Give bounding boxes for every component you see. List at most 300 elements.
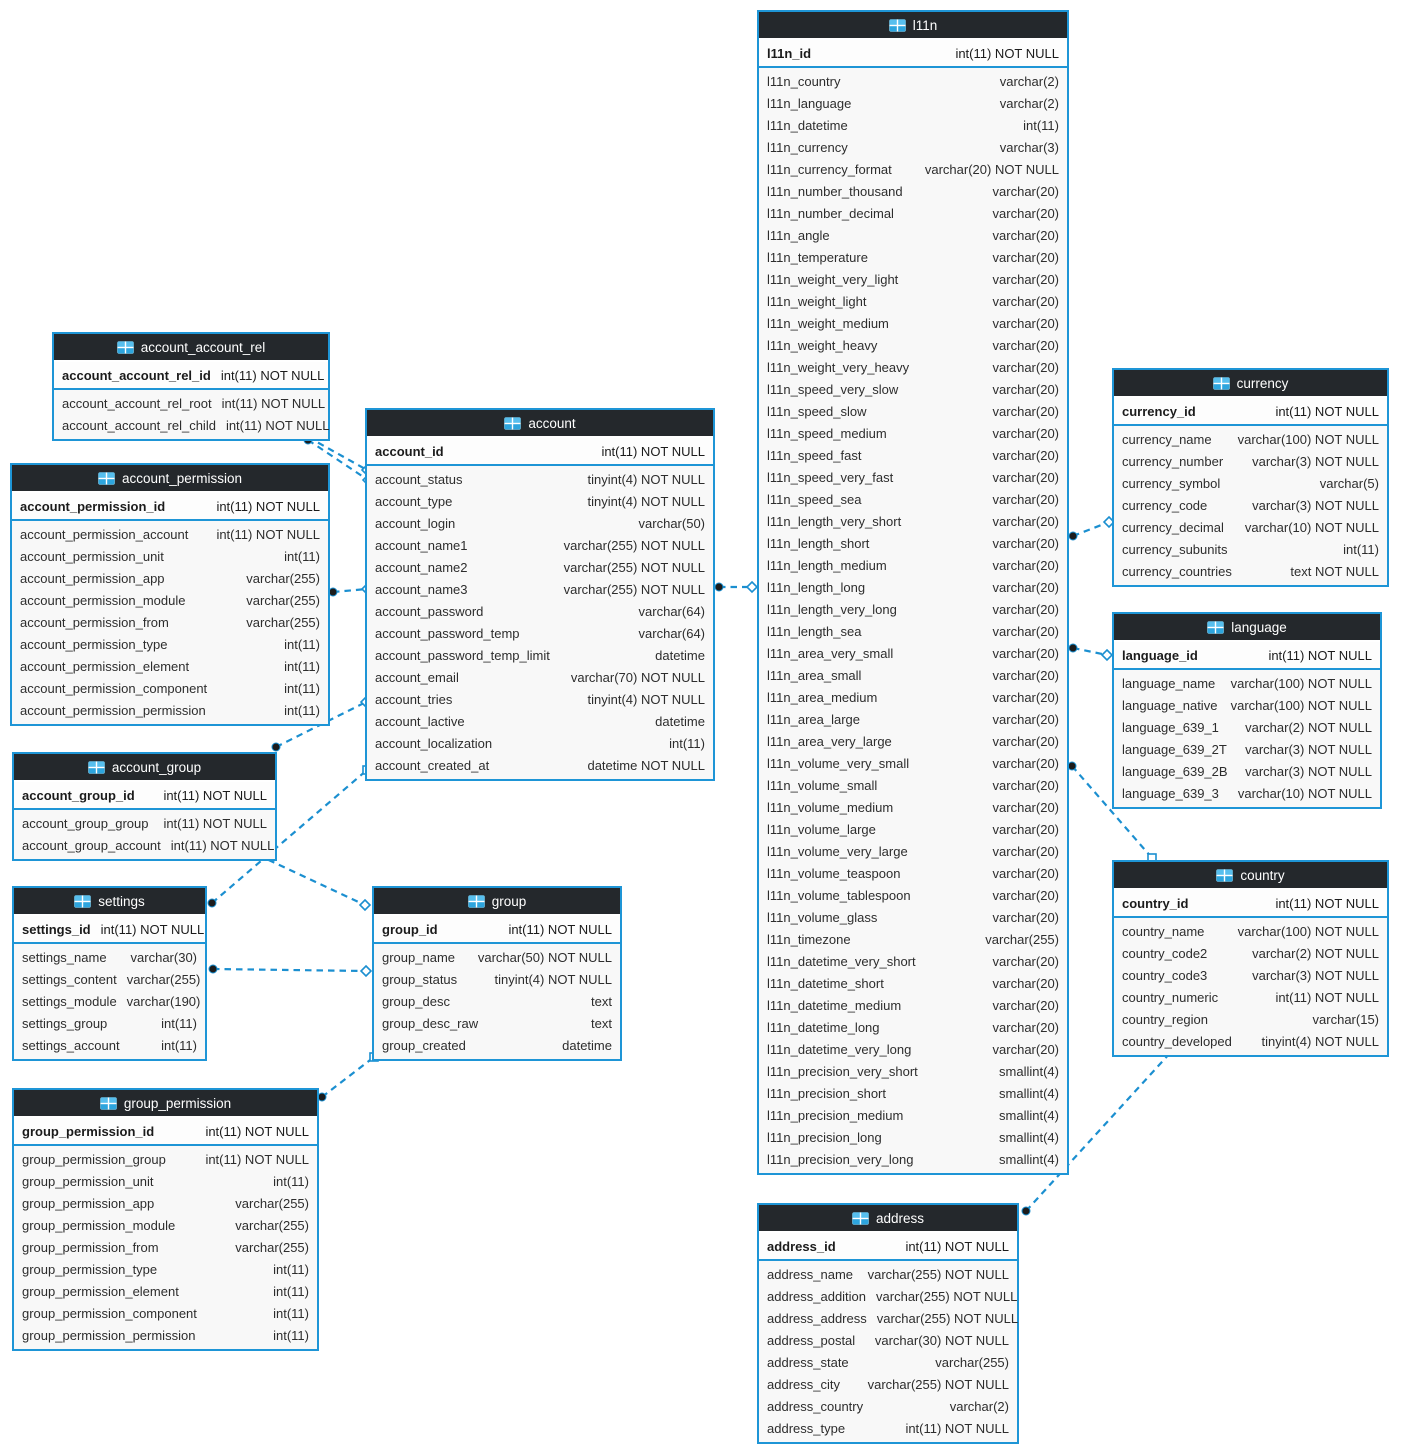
column-row[interactable] [759,686,1067,708]
column-type: varchar(50) NOT NULL [477,949,612,965]
column-row[interactable] [1114,450,1387,472]
column-row[interactable] [1114,738,1380,760]
column-row[interactable] [12,545,328,567]
pk-field-name: country_id [1122,895,1189,911]
column-type: varchar(20) [992,447,1059,463]
column-row[interactable] [12,567,328,589]
column-row[interactable] [759,444,1067,466]
relation-endpoint-dot-icon [1022,1207,1030,1215]
pk-field-name: l11n_id [767,45,812,61]
column-name: group_permission_type [22,1261,158,1277]
column-row[interactable] [14,1170,317,1192]
column-name: l11n_speed_medium [767,425,887,441]
column-row[interactable] [14,1148,317,1170]
column-row[interactable] [1114,716,1380,738]
column-type: varchar(255) [235,1239,309,1255]
column-type: varchar(255) NOT NULL [867,1376,1009,1392]
table-icon [100,1097,117,1110]
pk-field-type: int(11) NOT NULL [1275,403,1379,419]
column-row[interactable] [14,1236,317,1258]
column-type: varchar(190) [126,993,201,1009]
column-name: account_password_temp_limit [375,647,550,663]
column-type: varchar(20) [992,975,1059,991]
column-row[interactable] [759,1038,1067,1060]
primary-key-row[interactable] [14,1116,317,1146]
column-row[interactable] [759,576,1067,598]
column-type: int(11) NOT NULL [225,417,330,433]
column-type: varchar(20) [992,623,1059,639]
column-row[interactable] [12,611,328,633]
pk-field-type: int(11) NOT NULL [100,921,205,937]
column-row[interactable] [759,950,1067,972]
column-type: varchar(20) [992,601,1059,617]
column-row[interactable] [759,1126,1067,1148]
column-type: text [591,1015,612,1031]
column-type: varchar(255) NOT NULL [876,1310,1019,1326]
table-language[interactable] [1112,612,1382,809]
pk-field-type: int(11) NOT NULL [216,498,320,514]
pk-field-name: account_group_id [22,787,135,803]
table-icon [98,472,115,485]
table-title: account_group [111,759,202,775]
column-type: varchar(3) NOT NULL [1245,741,1372,757]
column-row[interactable] [759,158,1067,180]
column-row[interactable] [759,708,1067,730]
table-columns [374,944,620,1059]
column-row[interactable] [759,356,1067,378]
column-row[interactable] [759,972,1067,994]
column-row[interactable] [14,1192,317,1214]
column-row[interactable] [759,532,1067,554]
column-name: l11n_country [767,73,841,89]
table-columns [759,1261,1017,1442]
column-name: l11n_datetime_very_long [767,1041,912,1057]
table-l11n[interactable] [757,10,1069,1175]
column-row[interactable] [759,312,1067,334]
column-row[interactable] [367,666,713,688]
column-name: l11n_precision_short [767,1085,886,1101]
column-type: int(11) NOT NULL [905,1420,1009,1436]
column-row[interactable] [14,812,275,834]
column-row[interactable] [1114,472,1387,494]
column-type: varchar(255) [246,592,320,608]
column-row[interactable] [759,840,1067,862]
relation-endpoint-dot-icon [1068,762,1076,770]
primary-key-row[interactable] [14,914,205,944]
column-row[interactable] [1114,1008,1387,1030]
column-row[interactable] [12,655,328,677]
column-name: l11n_angle [767,227,830,243]
column-row[interactable] [367,578,713,600]
column-type: int(11) NOT NULL [163,815,267,831]
table-header[interactable] [54,334,328,360]
column-type: varchar(3) NOT NULL [1245,763,1372,779]
column-type: varchar(255) [985,931,1059,947]
column-row[interactable] [367,490,713,512]
column-name: group_created [382,1037,466,1053]
table-icon [88,761,105,774]
column-name: account_lactive [375,713,465,729]
column-row[interactable] [759,994,1067,1016]
column-name: l11n_datetime_long [767,1019,880,1035]
column-name: l11n_weight_light [767,293,867,309]
column-row[interactable] [367,732,713,754]
column-row[interactable] [1114,964,1387,986]
column-name: country_numeric [1122,989,1219,1005]
column-row[interactable] [1114,538,1387,560]
column-row[interactable] [1114,494,1387,516]
column-row[interactable] [367,644,713,666]
column-row[interactable] [759,730,1067,752]
column-row[interactable] [759,862,1067,884]
column-name: group_permission_module [22,1217,176,1233]
column-row[interactable] [759,180,1067,202]
column-name: account_group_group [22,815,149,831]
table-header[interactable] [759,1205,1017,1231]
column-name: address_country [767,1398,864,1414]
column-row[interactable] [374,1034,620,1056]
relation-account_group-group[interactable] [258,855,365,905]
column-name: l11n_length_very_short [767,513,902,529]
column-name: country_region [1122,1011,1208,1027]
column-row[interactable] [759,928,1067,950]
pk-field-type: int(11) NOT NULL [601,443,705,459]
table-header[interactable] [1114,614,1380,640]
primary-key-row[interactable] [759,38,1067,68]
relation-endpoint-dot-icon [715,583,723,591]
column-row[interactable] [374,990,620,1012]
column-type: tinyint(4) NOT NULL [587,471,705,487]
column-row[interactable] [14,1214,317,1236]
column-row[interactable] [759,422,1067,444]
relation-l11n-currency[interactable] [1073,522,1109,536]
column-name: l11n_datetime_very_short [767,953,916,969]
column-row[interactable] [759,752,1067,774]
column-row[interactable] [12,523,328,545]
column-type: int(11) [273,1261,309,1277]
table-account[interactable] [365,408,715,781]
relation-endpoint-dot-icon [329,588,337,596]
table-account_account_rel[interactable] [52,332,330,441]
column-row[interactable] [1114,986,1387,1008]
column-row[interactable] [759,642,1067,664]
relation-group_permission-group[interactable] [322,1057,374,1097]
table-group_permission[interactable] [12,1088,319,1351]
column-row[interactable] [1114,760,1380,782]
column-type: varchar(20) [992,821,1059,837]
column-type: varchar(20) [992,1019,1059,1035]
primary-key-row[interactable] [374,914,620,944]
column-type: int(11) [161,1015,197,1031]
table-account_permission[interactable] [10,463,330,726]
column-row[interactable] [759,1307,1017,1329]
column-row[interactable] [759,510,1067,532]
column-name: account_permission_unit [20,548,164,564]
column-name: settings_module [22,993,117,1009]
column-name: account_permission_type [20,636,168,652]
column-row[interactable] [759,1395,1017,1417]
column-row[interactable] [759,246,1067,268]
column-row[interactable] [759,774,1067,796]
column-type: varchar(64) [638,625,705,641]
column-name: currency_symbol [1122,475,1221,491]
table-country[interactable] [1112,860,1389,1057]
column-type: varchar(20) [992,667,1059,683]
column-name: group_status [382,971,458,987]
column-row[interactable] [14,990,205,1012]
table-header[interactable] [14,1090,317,1116]
column-row[interactable] [14,1302,317,1324]
column-name: l11n_speed_sea [767,491,862,507]
column-row[interactable] [759,334,1067,356]
column-name: address_name [767,1266,853,1282]
column-row[interactable] [1114,516,1387,538]
column-row[interactable] [759,664,1067,686]
column-name: l11n_volume_teaspoon [767,865,901,881]
column-name: l11n_speed_fast [767,447,862,463]
table-settings[interactable] [12,886,207,1061]
table-header[interactable] [12,465,328,491]
relation-endpoint-diamond-icon [747,582,757,592]
column-type: int(11) [284,680,320,696]
column-name: l11n_timezone [767,931,851,947]
column-row[interactable] [367,622,713,644]
column-row[interactable] [759,884,1067,906]
column-row[interactable] [759,906,1067,928]
column-row[interactable] [367,710,713,732]
column-type: smallint(4) [999,1085,1059,1101]
column-type: int(11) [1343,541,1379,557]
column-row[interactable] [759,1351,1017,1373]
pk-field-name: group_permission_id [22,1123,155,1139]
table-title: account_permission [121,470,243,486]
column-row[interactable] [759,268,1067,290]
column-type: varchar(20) [992,689,1059,705]
column-type: int(11) [273,1173,309,1189]
table-address[interactable] [757,1203,1019,1444]
column-type: int(11) [669,735,705,751]
column-row[interactable] [14,834,275,856]
table-header[interactable] [1114,370,1387,396]
table-icon [468,895,485,908]
table-title: country [1240,867,1285,883]
column-row[interactable] [1114,694,1380,716]
primary-key-row[interactable] [367,436,713,466]
column-row[interactable] [759,400,1067,422]
column-row[interactable] [759,1082,1067,1104]
column-type: varchar(20) [992,315,1059,331]
column-type: varchar(20) [992,645,1059,661]
column-row[interactable] [367,556,713,578]
column-name: account_group_account [22,837,161,853]
column-name: address_address [767,1310,867,1326]
column-row[interactable] [759,1329,1017,1351]
column-row[interactable] [1114,782,1380,804]
table-header[interactable] [367,410,713,436]
table-icon [117,341,134,354]
column-row[interactable] [759,598,1067,620]
primary-key-row[interactable] [1114,640,1380,670]
column-name: group_permission_component [22,1305,197,1321]
column-row[interactable] [759,92,1067,114]
column-row[interactable] [759,796,1067,818]
table-icon [1207,621,1224,634]
column-row[interactable] [759,1285,1017,1307]
column-row[interactable] [759,1016,1067,1038]
column-row[interactable] [12,699,328,721]
column-name: account_name1 [375,537,468,553]
column-name: group_desc_raw [382,1015,479,1031]
table-group[interactable] [372,886,622,1061]
column-row[interactable] [374,946,620,968]
column-row[interactable] [759,1417,1017,1439]
column-type: varchar(10) NOT NULL [1244,519,1379,535]
column-row[interactable] [759,378,1067,400]
column-name: account_localization [375,735,493,751]
column-row[interactable] [14,1034,205,1056]
column-type: datetime [655,713,705,729]
column-row[interactable] [1114,560,1387,582]
primary-key-row[interactable] [1114,888,1387,918]
column-name: group_permission_permission [22,1327,196,1343]
column-type: int(11) [161,1037,197,1053]
column-row[interactable] [367,512,713,534]
relation-endpoint-dot-icon [318,1093,326,1101]
relation-endpoint-diamond-icon [361,966,371,976]
column-type: varchar(20) [992,513,1059,529]
column-name: account_permission_from [20,614,169,630]
column-name: address_state [767,1354,849,1370]
column-row[interactable] [14,1012,205,1034]
column-name: address_addition [767,1288,867,1304]
primary-key-row[interactable] [759,1231,1017,1261]
table-header[interactable] [1114,862,1387,888]
column-name: l11n_area_very_large [767,733,892,749]
column-type: varchar(20) [992,535,1059,551]
column-name: l11n_number_thousand [767,183,903,199]
pk-field-name: group_id [382,921,438,937]
column-row[interactable] [14,1324,317,1346]
column-name: account_email [375,669,459,685]
column-type: varchar(20) [992,227,1059,243]
column-row[interactable] [759,1148,1067,1170]
column-type: varchar(20) [992,1041,1059,1057]
column-row[interactable] [759,818,1067,840]
primary-key-row[interactable] [12,491,328,521]
column-row[interactable] [367,754,713,776]
table-header[interactable] [14,754,275,780]
column-name: account_permission_component [20,680,208,696]
relation-endpoint-diamond-icon [360,900,370,910]
column-name: l11n_area_small [767,667,862,683]
column-type: int(11) [273,1305,309,1321]
column-row[interactable] [367,534,713,556]
column-row[interactable] [12,589,328,611]
table-icon [74,895,91,908]
column-row[interactable] [759,620,1067,642]
column-name: group_permission_app [22,1195,155,1211]
primary-key-row[interactable] [14,780,275,810]
column-row[interactable] [759,1373,1017,1395]
column-type: varchar(20) [992,755,1059,771]
column-name: l11n_volume_large [767,821,876,837]
column-row[interactable] [759,290,1067,312]
column-type: varchar(20) [992,271,1059,287]
relation-l11n-language[interactable] [1073,648,1107,655]
column-row[interactable] [14,1258,317,1280]
column-name: l11n_speed_very_slow [767,381,899,397]
primary-key-row[interactable] [1114,396,1387,426]
column-row[interactable] [1114,672,1380,694]
primary-key-row[interactable] [54,360,328,390]
column-name: l11n_currency [767,139,848,155]
column-row[interactable] [12,677,328,699]
column-row[interactable] [1114,942,1387,964]
column-name: account_created_at [375,757,490,773]
column-row[interactable] [14,946,205,968]
column-type: int(11) [273,1283,309,1299]
column-row[interactable] [12,633,328,655]
column-name: l11n_weight_heavy [767,337,878,353]
column-name: l11n_precision_medium [767,1107,904,1123]
column-row[interactable] [367,688,713,710]
column-row[interactable] [367,600,713,622]
column-name: account_permission_module [20,592,186,608]
column-type: varchar(64) [638,603,705,619]
column-row[interactable] [759,1263,1017,1285]
relation-settings-group[interactable] [213,969,366,971]
table-columns [54,390,328,439]
column-type: tinyint(4) NOT NULL [587,493,705,509]
column-row[interactable] [374,1012,620,1034]
column-row[interactable] [374,968,620,990]
column-row[interactable] [759,114,1067,136]
column-row[interactable] [759,202,1067,224]
pk-field-type: int(11) NOT NULL [163,787,267,803]
column-row[interactable] [54,392,328,414]
column-row[interactable] [759,224,1067,246]
column-row[interactable] [1114,1030,1387,1052]
table-account_group[interactable] [12,752,277,861]
column-name: account_type [375,493,453,509]
column-row[interactable] [759,488,1067,510]
column-row[interactable] [759,554,1067,576]
column-row[interactable] [367,468,713,490]
column-type: int(11) NOT NULL [170,837,275,853]
column-name: language_639_2B [1122,763,1228,779]
column-type: varchar(255) [235,1217,309,1233]
column-type: varchar(3) NOT NULL [1252,453,1379,469]
table-currency[interactable] [1112,368,1389,587]
column-name: account_name2 [375,559,468,575]
column-row[interactable] [759,136,1067,158]
column-row[interactable] [759,70,1067,92]
table-header[interactable] [759,12,1067,38]
table-header[interactable] [374,888,620,914]
column-row[interactable] [759,1104,1067,1126]
column-row[interactable] [759,466,1067,488]
column-row[interactable] [759,1060,1067,1082]
table-header[interactable] [14,888,205,914]
column-row[interactable] [14,1280,317,1302]
column-row[interactable] [14,968,205,990]
column-type: varchar(20) [992,777,1059,793]
column-row[interactable] [1114,428,1387,450]
column-row[interactable] [1114,920,1387,942]
column-type: smallint(4) [999,1129,1059,1145]
table-columns [1114,670,1380,807]
column-row[interactable] [54,414,328,436]
